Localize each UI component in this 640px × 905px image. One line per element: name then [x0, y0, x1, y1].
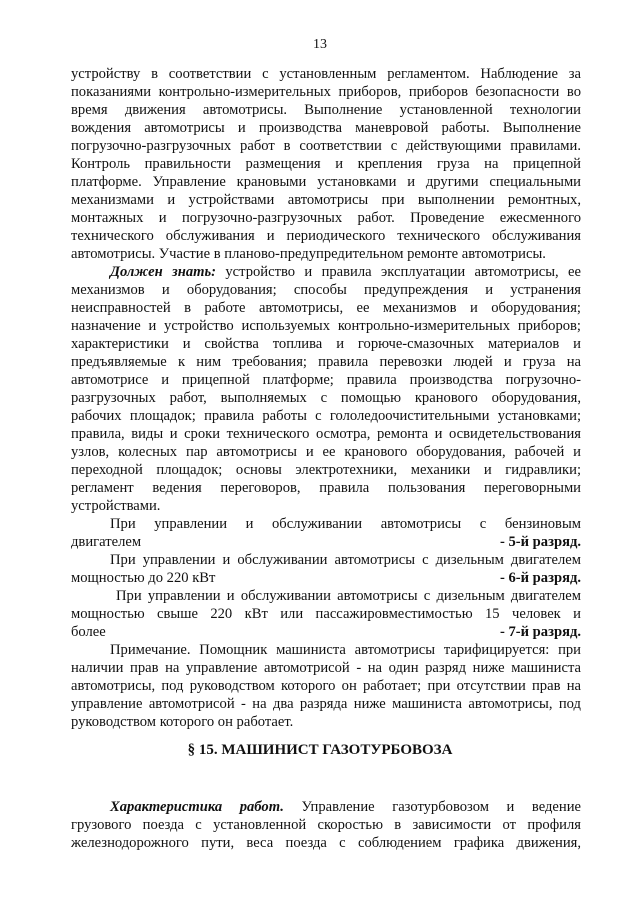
- grade7-value: - 7-й разряд.: [499, 624, 581, 640]
- section-heading: § 15. МАШИНИСТ ГАЗОТУРБОВОЗА: [187, 742, 453, 758]
- text-line: назначение и устройство используемых контрольно-измерительных приборов;: [71, 318, 581, 334]
- text-line: грузового поезда с установленной скоростью в зависимости от профиля: [71, 817, 581, 833]
- grade5-text: двигателем: [71, 534, 142, 550]
- text-line: рабочих площадок; правила работы с гололедоочистительными установками;: [71, 408, 581, 424]
- grade7-line3: [71, 624, 581, 641]
- knowledge-text: устройство и правила эксплуатации автомотрисы, ее: [216, 264, 582, 280]
- text-line: переходной площадок; основы электротехники, механики и гидравлики;: [71, 462, 581, 478]
- grade5-line1: При управлении и обслуживании автомотрисы с бензиновым: [110, 516, 581, 532]
- text-line: устройству в соответствии с установленным регламентом. Наблюдение за: [71, 66, 581, 82]
- text-line: неисправностей в работе автомотрисы, ее механизмов и оборудования;: [71, 300, 581, 316]
- text-line: Контроль правильности размещения и крепления груза на прицепной: [71, 156, 581, 172]
- page-number: 13: [313, 37, 327, 52]
- text-line: монтажных и погрузочно-разгрузочных работ. Проведение ежесменного: [71, 210, 581, 226]
- grade6-value: - 6-й разряд.: [499, 570, 581, 586]
- text-line: погрузочно-разгрузочных работ в соответствии с действующими правилами.: [71, 138, 581, 154]
- grade7-line1: При управлении и обслуживании автомотрисы с дизельным двигателем: [116, 588, 581, 604]
- text-line: правила, виды и сроки технического осмотра, ремонта и освидетельствования: [71, 426, 581, 442]
- text-line: технического обслуживания и периодического технического обслуживания: [71, 228, 581, 244]
- grade5-line2: [71, 534, 581, 551]
- note-line: наличии прав на управление автомотрисой - на один разряд ниже машиниста: [71, 660, 581, 676]
- text-line: предъявляемые к ним требования; правила перевозки людей и груза на: [71, 354, 581, 370]
- grade7-text: более: [71, 624, 106, 640]
- text-line: разгрузочных работ, выполняемых с помощью кранового оборудования,: [71, 390, 581, 406]
- note-line: Примечание. Помощник машиниста автомотрисы тарифицируется: при: [110, 642, 581, 658]
- text-line: характеристики и свойства топлива и горюче-смазочных материалов и: [71, 336, 581, 352]
- text-line: механизмами и устройствами автомотрисы при выполнении ремонтных,: [71, 192, 581, 208]
- characteristic-text: Управление газотурбовозом и ведение: [283, 799, 582, 815]
- grade6-line1: При управлении и обслуживании автомотрисы с дизельным двигателем: [110, 552, 581, 568]
- text-line: автомотрисы. Участие в планово-предупредительном ремонте автомотрисы.: [71, 246, 546, 262]
- text-line: устройствами.: [71, 498, 161, 514]
- grade6-text: мощностью до 220 кВт: [71, 570, 216, 586]
- grade5-value: - 5-й разряд.: [499, 534, 581, 550]
- grade7-line2: мощностью свыше 220 кВт или пассажировместимостью 15 человек и: [71, 606, 581, 622]
- text-line: механизмов и оборудования; способы предупреждения и устранения: [71, 282, 581, 298]
- text-line: узлов, колесных пар автомотрисы и ее кранового оборудования, рабочей и: [71, 444, 581, 460]
- knowledge-label: Должен знать:: [110, 264, 217, 280]
- text-line: регламент ведения переговоров, правила пользования переговорными: [71, 480, 581, 496]
- text-line: железнодорожного пути, веса поезда с соблюдением графика движения,: [71, 835, 581, 851]
- characteristic-first-line: [110, 799, 581, 816]
- text-line: вождения автомотрисы и производства маневровой работы. Выполнение: [71, 120, 581, 136]
- text-line: показаниями контрольно-измерительных приборов, приборов безопасности во: [71, 84, 581, 100]
- note-line: управление автомотрисой - на два разряда ниже машиниста автомотрисы, под: [71, 696, 581, 712]
- knowledge-first-line: [110, 264, 581, 281]
- text-line: платформе. Управление крановыми установками и другими специальными: [71, 174, 581, 190]
- text-line: время движения автомотрисы. Выполнение установленной технологии: [71, 102, 581, 118]
- note-line: автомотрисы, под руководством которого он работает; при отсутствии прав на: [71, 678, 581, 694]
- text-line: автомотрисе и прицепной платформе; правила производства погрузочно-: [71, 372, 581, 388]
- grade6-line2: [71, 570, 581, 587]
- note-line: руководством которого он работает.: [71, 714, 294, 730]
- characteristic-label: Характеристика работ.: [110, 799, 284, 815]
